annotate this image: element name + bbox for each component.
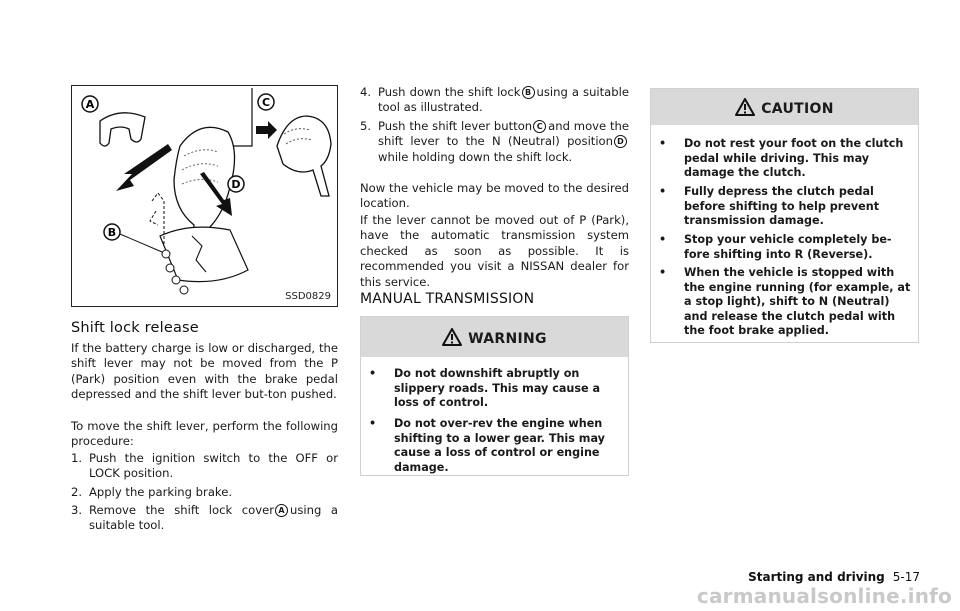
callout-b-label: B xyxy=(107,226,117,239)
symbol-a: A xyxy=(275,504,288,517)
shift-lock-paragraph-2: To move the shift lever, perform the following procedure: xyxy=(71,419,338,449)
step-3-number: 3. xyxy=(71,503,83,517)
symbol-c: C xyxy=(533,120,546,133)
shift-lock-figure xyxy=(71,85,338,307)
page-number: 5-17 xyxy=(892,570,920,584)
figure-code: SSD0829 xyxy=(285,291,331,302)
caution-item-1-text: Do not rest your foot on the clutch pedal while driving. This may damage the clutch. xyxy=(684,137,904,180)
callout-d xyxy=(228,176,244,192)
symbol-d: D xyxy=(614,135,627,148)
callout-b xyxy=(104,224,120,240)
warning-header xyxy=(361,317,628,357)
shift-lock-paragraph-1: If the battery charge is low or discharged, the shift lever may not be moved from the P (Park) position even with the brake pedal depressed and the shift lever but-ton pushed. xyxy=(71,341,338,402)
warning-icon xyxy=(442,320,462,364)
callout-c xyxy=(258,94,274,110)
step-5-post: while holding down the shift lock. xyxy=(378,149,573,164)
step-3-pre: Remove the shift lock cover xyxy=(89,503,275,517)
caution-item-4-text: When the vehicle is stopped with the engine running (for example, at a stop light), shift to N (Neutral) and release the clutch pedal with the foot brake applied. xyxy=(684,266,911,338)
step-5-mid: and move the shift lever to the N (Neutral) position xyxy=(378,119,630,149)
step-4-pre: Push down the shift lock xyxy=(378,85,521,99)
warning-item-2-text: Do not over-rev the engine when shifting to a lower gear. This may cause a loss of control or engine damage. xyxy=(394,417,605,474)
step-4-number: 4. xyxy=(360,85,372,99)
caution-item-2-text: Fully depress the clutch pedal before shifting to help prevent transmission damage. xyxy=(684,185,880,228)
caution-item-2: • Fully depress the clutch pedal before shifting to help prevent transmission damage. xyxy=(659,185,911,230)
callout-d-label: D xyxy=(231,178,241,191)
caution-title: CAUTION xyxy=(761,101,834,117)
step-1-number: 1. xyxy=(71,451,83,465)
shift-lever-illustration xyxy=(72,86,337,306)
step-4-text xyxy=(378,85,629,116)
caution-icon xyxy=(735,92,755,132)
step-2-text: Apply the parking brake. xyxy=(89,485,233,499)
watermark: carmanualsonline.info xyxy=(696,584,952,608)
step-5-number: 5. xyxy=(360,119,372,133)
warning-item-1-text: Do not downshift abruptly on slippery roads. This may cause a loss of control. xyxy=(394,367,601,410)
caution-item-4: • When the vehicle is stopped with the engine running (for example, at a stop light), shift to N (Neutral) and release the clutch pedal with the foot brake applied. xyxy=(659,266,911,338)
step-5-text xyxy=(378,119,629,165)
shift-lock-heading: Shift lock release xyxy=(71,320,199,336)
callout-a-label: A xyxy=(85,98,95,111)
step-3 xyxy=(71,503,338,534)
step-3-text xyxy=(89,503,338,534)
step-5 xyxy=(360,119,629,181)
warning-item-2: • Do not over-rev the engine when shifting to a lower gear. This may cause a loss of control or engine damage. xyxy=(369,417,621,462)
step-5-pre: Push the shift lever button xyxy=(378,119,533,133)
caution-item-3: • Stop your vehicle completely be-fore shifting into R (Reverse). xyxy=(659,233,911,263)
callout-c-label: C xyxy=(261,96,271,109)
moved-paragraph: Now the vehicle may be moved to the desired location. xyxy=(360,181,629,211)
caution-item-3-text: Stop your vehicle completely be-fore shifting into R (Reverse). xyxy=(684,233,892,261)
footer-section: Starting and driving xyxy=(748,570,885,584)
manual-transmission-heading: MANUAL TRANSMISSION xyxy=(360,291,535,307)
step-4 xyxy=(360,85,629,116)
caution-item-1: • Do not rest your foot on the clutch pedal while driving. This may damage the clutch. xyxy=(659,137,911,182)
caution-header xyxy=(651,89,918,125)
warning-title: WARNING xyxy=(468,331,547,347)
page-footer xyxy=(748,570,920,584)
step-1-text: Push the ignition switch to the OFF or LOCK position. xyxy=(89,451,338,481)
warning-box xyxy=(360,316,629,476)
step-1 xyxy=(71,451,338,482)
step-2 xyxy=(71,485,338,501)
symbol-b: B xyxy=(522,86,535,99)
step-4-post: using a suitable tool as illustrated. xyxy=(378,85,630,115)
step-3-post: using a suitable tool. xyxy=(89,503,339,533)
callout-a xyxy=(82,96,98,112)
lever-stuck-paragraph: If the lever cannot be moved out of P (Park), have the automatic transmission system checked as soon as possible. It is recommended you visit a NISSAN dealer for this service. xyxy=(360,213,629,289)
step-2-number: 2. xyxy=(71,485,83,499)
caution-box xyxy=(650,88,919,343)
warning-item-1: • Do not downshift abruptly on slippery roads. This may cause a loss of control. xyxy=(369,367,621,412)
